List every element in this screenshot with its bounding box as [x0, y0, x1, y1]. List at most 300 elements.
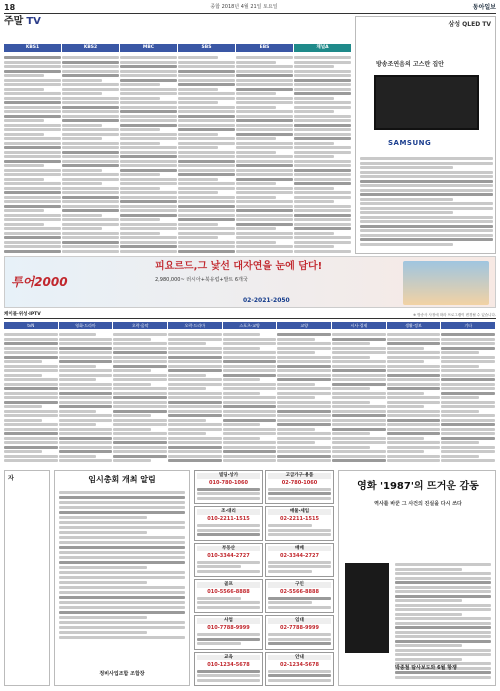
listing-line: [360, 211, 453, 214]
listing-line: [59, 536, 185, 539]
listing-line: [59, 531, 147, 534]
listing-line: [113, 396, 167, 399]
listing-line: [59, 601, 185, 604]
listing-line: [59, 369, 113, 372]
listing-line: [4, 196, 61, 199]
listing-line: [62, 241, 119, 244]
listing-line: [268, 533, 331, 536]
listing-line: [62, 128, 119, 131]
listing-line: [168, 437, 222, 440]
listing-line: [4, 383, 58, 386]
listing-line: [168, 414, 222, 417]
listing-line: [236, 128, 293, 131]
listing-line: [4, 392, 58, 395]
listing-line: [277, 333, 331, 336]
listing-line: [441, 405, 495, 408]
listing-line: [168, 405, 222, 408]
listing-line: [4, 74, 44, 77]
listing-line: [236, 200, 293, 203]
listing-line: [395, 622, 491, 625]
listing-line: [441, 414, 495, 417]
listing-line: [59, 496, 185, 499]
listing-line: [59, 365, 97, 368]
cable-channel-label: 영화·드라마: [59, 322, 113, 329]
listing-line: [332, 347, 386, 350]
listing-line: [332, 414, 386, 417]
listing-line: [62, 119, 119, 122]
listing-line: [360, 180, 493, 183]
channel-column: [120, 54, 177, 254]
listing-line: [236, 209, 293, 212]
listing-line: [4, 437, 58, 440]
listing-line: [387, 432, 441, 435]
listing-line: [332, 365, 386, 368]
listing-line: [294, 110, 334, 113]
channel-label: KBS2: [62, 44, 119, 52]
listing-line: [223, 383, 277, 386]
listing-line: [277, 338, 315, 341]
listing-line: [236, 173, 293, 176]
cable-strip-label: 케이블·위성·IPTV: [4, 312, 41, 318]
listing-line: [4, 232, 61, 235]
listing-line: [4, 423, 58, 426]
listing-line: [223, 347, 261, 350]
listing-line: [168, 410, 222, 413]
listing-line: [360, 220, 493, 223]
classified-phone: 02-7788-9999: [280, 625, 319, 632]
listing-line: [59, 351, 113, 354]
listing-line: [178, 56, 218, 59]
listing-line: [59, 501, 185, 504]
listing-line: [4, 88, 44, 91]
listing-line: [178, 209, 235, 212]
listing-line: [168, 423, 222, 426]
listing-line: [59, 511, 185, 514]
listing-line: [441, 378, 495, 381]
listing-line: [277, 396, 315, 399]
listing-line: [223, 405, 277, 408]
cable-channel-header: [4, 322, 496, 329]
listing-line: [113, 423, 167, 426]
listing-line: [395, 608, 491, 611]
listing-line: [62, 187, 119, 190]
listing-line: [178, 200, 235, 203]
listing-line: [223, 441, 277, 444]
listing-line: [294, 245, 334, 248]
listing-line: [294, 200, 334, 203]
page-header: [4, 2, 496, 14]
listing-line: [168, 338, 222, 341]
listing-line: [294, 191, 351, 194]
listing-line: [277, 459, 331, 462]
listing-line: [4, 115, 61, 118]
listing-line: [4, 396, 58, 399]
listing-line: [4, 236, 61, 239]
listing-line: [395, 572, 491, 575]
listing-line: [178, 119, 235, 122]
listing-line: [223, 455, 277, 458]
listing-line: [168, 369, 222, 372]
listing-line: [268, 679, 331, 682]
listing-line: [223, 369, 277, 372]
listing-line: [360, 229, 493, 232]
listing-line: [120, 119, 177, 122]
listing-line: [62, 106, 119, 109]
listing-line: [395, 581, 491, 584]
listing-line: [4, 446, 58, 449]
listing-line: [236, 56, 293, 59]
listing-line: [223, 392, 261, 395]
listing-line: [387, 410, 441, 413]
listing-line: [387, 333, 441, 336]
listing-line: [387, 423, 441, 426]
listing-line: [395, 617, 491, 620]
listing-line: [62, 101, 119, 104]
listing-line: [178, 218, 235, 221]
listing-line: [62, 65, 119, 68]
listing-line: [395, 604, 491, 607]
listing-line: [120, 227, 177, 230]
listing-line: [236, 61, 276, 64]
listing-line: [120, 169, 177, 172]
section-title: [4, 16, 124, 28]
listing-line: [441, 383, 495, 386]
listing-line: [294, 205, 351, 208]
listing-line: [236, 241, 276, 244]
listing-line: [294, 151, 351, 154]
listing-line: [59, 360, 113, 363]
listing-line: [4, 378, 58, 381]
listing-line: [178, 110, 235, 113]
listing-line: [360, 184, 493, 187]
listing-line: [294, 106, 351, 109]
listing-line: [223, 450, 277, 453]
listing-line: [113, 410, 167, 413]
listing-line: [360, 198, 453, 201]
listing-line: [387, 369, 441, 372]
listing-line: [360, 207, 493, 210]
listing-line: [178, 232, 235, 235]
listing-line: [113, 450, 167, 453]
classified-heading: 매매: [268, 546, 331, 552]
listing-line: [59, 374, 113, 377]
listing-line: [120, 88, 177, 91]
listing-line: [62, 169, 102, 172]
listing-line: [168, 396, 222, 399]
listing-line: [360, 189, 493, 192]
classified-box: [194, 579, 263, 613]
listing-line: [62, 182, 102, 185]
listing-line: [332, 401, 370, 404]
listing-line: [62, 164, 119, 167]
listing-line: [236, 110, 293, 113]
listing-line: [168, 360, 222, 363]
listing-line: [268, 497, 331, 500]
listing-line: [113, 351, 167, 354]
channel-column: [4, 54, 61, 254]
listing-line: [62, 92, 102, 95]
listing-line: [332, 392, 386, 395]
listing-line: [59, 521, 185, 524]
listing-line: [236, 137, 276, 140]
listing-line: [197, 633, 260, 636]
listing-line: [113, 419, 167, 422]
listing-line: [120, 79, 177, 82]
listing-line: [4, 428, 58, 431]
listing-line: [294, 133, 351, 136]
cable-column: [277, 331, 331, 465]
listing-line: [62, 223, 119, 226]
listing-line: [113, 369, 151, 372]
listing-line: [178, 79, 235, 82]
listing-line: [59, 551, 185, 554]
listing-line: [197, 561, 260, 564]
listing-line: [113, 338, 151, 341]
listing-line: [360, 238, 493, 241]
listing-line: [59, 506, 185, 509]
listing-line: [294, 196, 351, 199]
listing-line: [332, 356, 370, 359]
listing-line: [120, 214, 177, 217]
listing-line: [120, 223, 177, 226]
listing-line: [4, 92, 61, 95]
listing-line: [277, 419, 331, 422]
listing-line: [120, 151, 177, 154]
listing-line: [332, 432, 370, 435]
listing-line: [120, 142, 160, 145]
listing-line: [294, 61, 351, 64]
listing-line: [236, 65, 293, 68]
listing-line: [332, 437, 386, 440]
listing-line: [113, 432, 167, 435]
listing-line: [4, 187, 61, 190]
listing-line: [178, 241, 235, 244]
movie-subtitle: 역사를 바꾼 그 사건의 진실을 다시 쓰다: [374, 501, 462, 507]
listing-line: [223, 428, 277, 431]
listing-line: [4, 97, 61, 100]
listing-line: [332, 428, 386, 431]
listing-line: [197, 524, 260, 527]
classified-box: [265, 506, 334, 540]
listing-line: [120, 146, 177, 149]
listing-line: [236, 232, 293, 235]
listing-line: [168, 374, 206, 377]
listing-line: [236, 191, 293, 194]
classified-ads: [194, 470, 334, 686]
listing-line: [62, 83, 119, 86]
listing-line: [441, 369, 495, 372]
banner-logo: 투어2000: [11, 275, 68, 289]
listing-line: [332, 342, 370, 345]
classified-heading: 빌딩·상가: [197, 473, 260, 479]
listing-line: [178, 101, 218, 104]
notice-body: [59, 491, 185, 639]
listing-line: [441, 446, 495, 449]
listing-line: [4, 119, 44, 122]
listing-line: [395, 595, 491, 598]
listing-line: [223, 396, 277, 399]
tv-image: [374, 75, 479, 130]
listing-line: [113, 455, 167, 458]
listing-line: [59, 419, 113, 422]
listing-line: [277, 441, 315, 444]
classified-phone: 010-7788-9999: [207, 625, 250, 632]
listing-line: [223, 338, 277, 341]
ad-maker-logo: SAMSUNG: [388, 139, 432, 147]
listing-line: [387, 338, 441, 341]
listing-line: [120, 65, 177, 68]
listing-line: [236, 151, 276, 154]
listing-line: [268, 638, 331, 641]
cable-strip-note: ※ 방송사 사정에 따라 프로그램이 변경될 수 있습니다.: [413, 312, 496, 317]
listing-line: [236, 169, 293, 172]
listing-line: [277, 423, 331, 426]
listing-line: [62, 61, 119, 64]
listing-line: [62, 209, 119, 212]
listing-line: [4, 227, 61, 230]
listing-line: [277, 365, 331, 368]
bottom-left-ad: [4, 470, 50, 686]
listing-line: [236, 88, 293, 91]
listing-line: [4, 56, 61, 59]
listing-line: [120, 70, 177, 73]
listing-line: [4, 155, 61, 158]
cable-channel-label: 교양: [277, 322, 331, 329]
listing-line: [62, 97, 119, 100]
listing-line: [387, 374, 441, 377]
listing-line: [168, 459, 222, 462]
listing-line: [59, 455, 97, 458]
listing-line: [4, 347, 58, 350]
listing-line: [294, 169, 351, 172]
listing-line: [120, 209, 177, 212]
listing-line: [294, 236, 351, 239]
listing-line: [236, 164, 293, 167]
listing-line: [178, 160, 235, 163]
section-title-weekend: 주말: [4, 16, 24, 27]
listing-line: [62, 218, 119, 221]
listing-line: [59, 596, 185, 599]
listing-line: [332, 419, 386, 422]
listing-line: [4, 405, 42, 408]
listing-line: [120, 245, 177, 248]
cable-column: [223, 331, 277, 465]
listing-line: [168, 387, 206, 390]
listing-line: [360, 234, 493, 237]
listing-line: [197, 497, 260, 500]
listing-line: [332, 369, 386, 372]
listing-line: [294, 146, 351, 149]
listing-line: [59, 586, 185, 589]
classified-heading: 사업: [197, 618, 260, 624]
ad-tagline: 방송조연음의 고스란 집안: [376, 61, 444, 68]
listing-line: [113, 392, 167, 395]
listing-line: [4, 164, 44, 167]
listing-line: [277, 360, 331, 363]
listing-line: [395, 658, 462, 661]
cable-channel-label: 오락·드라마: [168, 322, 222, 329]
listing-line: [120, 182, 177, 185]
listing-line: [59, 437, 113, 440]
listing-line: [236, 124, 293, 127]
listing-line: [168, 392, 222, 395]
listing-line: [294, 164, 351, 167]
listing-line: [236, 160, 293, 163]
listing-line: [360, 162, 493, 165]
tv-ad: [355, 16, 496, 254]
listing-line: [168, 347, 222, 350]
listing-line: [120, 200, 177, 203]
listing-line: [4, 182, 61, 185]
listing-line: [197, 565, 241, 568]
classified-box: [194, 506, 263, 540]
listing-line: [277, 374, 331, 377]
listing-line: [59, 491, 185, 494]
listing-line: [62, 196, 119, 199]
listing-line: [4, 218, 61, 221]
listing-line: [236, 146, 293, 149]
cable-column: [113, 331, 167, 465]
listing-line: [441, 347, 495, 350]
classified-box: [265, 652, 334, 686]
listing-line: [360, 166, 453, 169]
listing-line: [59, 571, 185, 574]
listing-line: [4, 173, 61, 176]
listing-line: [120, 160, 177, 163]
cable-schedule-grid: [4, 331, 496, 465]
listing-line: [4, 410, 58, 413]
listing-line: [113, 356, 167, 359]
cable-channel-label: tvN: [4, 322, 58, 329]
listing-line: [236, 155, 293, 158]
listing-line: [168, 401, 222, 404]
cable-channel-label: 스포츠·교양: [223, 322, 277, 329]
listing-line: [277, 428, 315, 431]
listing-line: [4, 146, 61, 149]
listing-line: [62, 250, 119, 253]
classified-box: [265, 579, 334, 613]
listing-line: [178, 88, 218, 91]
classified-phone: 02-5566-8888: [280, 589, 319, 596]
listing-line: [59, 392, 113, 395]
listing-line: [178, 178, 218, 181]
listing-line: [168, 441, 222, 444]
listing-line: [62, 115, 119, 118]
listing-line: [197, 642, 241, 645]
listing-line: [120, 196, 177, 199]
listing-line: [197, 570, 260, 573]
listing-line: [62, 142, 119, 145]
listing-line: [4, 459, 58, 462]
listing-line: [294, 250, 351, 253]
listing-line: [277, 405, 331, 408]
listing-line: [4, 70, 61, 73]
listing-line: [178, 196, 235, 199]
cable-column: [387, 331, 441, 465]
listing-line: [4, 124, 61, 127]
listing-line: [223, 414, 277, 417]
listing-line: [395, 590, 491, 593]
listing-line: [4, 369, 58, 372]
listing-line: [294, 65, 334, 68]
listing-line: [441, 441, 479, 444]
channel-label: SBS: [178, 44, 235, 52]
listing-line: [4, 374, 42, 377]
listing-line: [178, 74, 235, 77]
listing-line: [277, 356, 331, 359]
listing-line: [441, 410, 479, 413]
listing-line: [178, 137, 235, 140]
